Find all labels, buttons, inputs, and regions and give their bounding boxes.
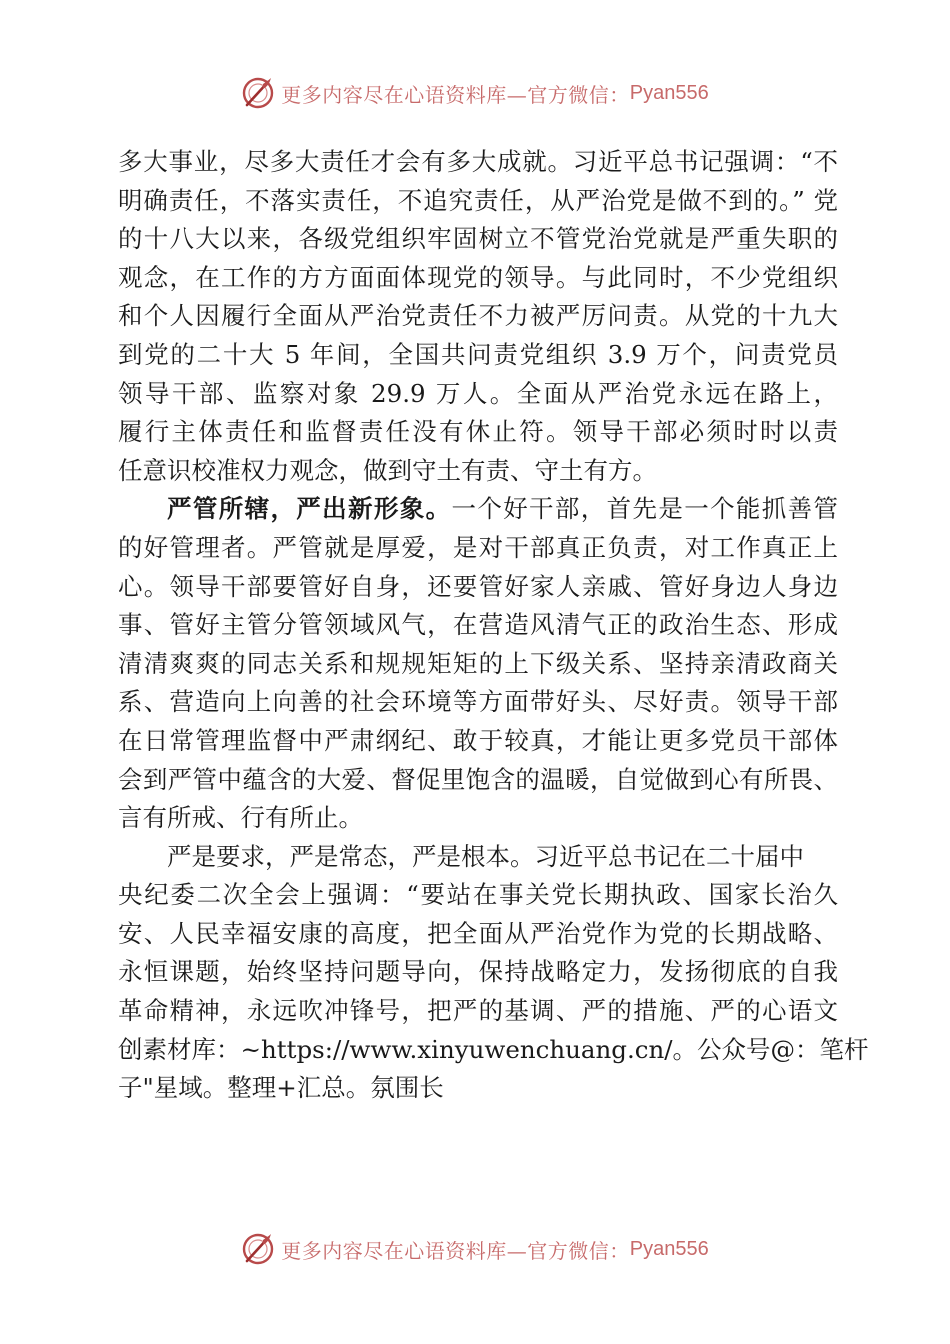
document-body — [118, 143, 869, 1108]
text-line: 革命精神，永远吹冲锋号，把严的基调、严的措施、严的心语文 — [118, 996, 838, 1026]
text-line: 子"星域。整理+汇总。氛围长 — [118, 1073, 444, 1103]
banner-text: 更多内容尽在心语资料库—官方微信： — [281, 1238, 630, 1263]
text-line: 清清爽爽的同志关系和规规矩矩的上下级关系、坚持亲清政商关 — [118, 648, 838, 678]
text-line: 明确责任，不落实责任，不追究责任，从严治党是做不到的。” 党 — [118, 185, 838, 215]
banner-wechat-id: Pyan556 — [629, 81, 709, 104]
text-line: 到党的二十大 5 年间，全国共问责党组织 3.9 万个，问责党员 — [118, 339, 838, 369]
paragraph-first-line — [118, 490, 838, 529]
text-line: 的十八大以来，各级党组织牢固树立不管党治党就是严重失职的 — [118, 224, 838, 254]
paragraph-first-line: 严是要求，严是常态，严是根本。习近平总书记在二十届中 — [167, 841, 804, 871]
text-line: 多大事业，尽多大责任才会有多大成就。习近平总书记强调：“不 — [118, 147, 838, 176]
header-banner — [0, 70, 950, 116]
quill-seal-icon — [241, 1232, 275, 1266]
text-line: 央纪委二次全会上强调：“要站在事关党长期执政、国家长治久 — [118, 880, 838, 910]
text-line: 任意识校准权力观念，做到守土有责、守土有方。 — [118, 455, 657, 485]
text-line: 领导干部、监察对象 29.9 万人。全面从严治党永远在路上， — [118, 378, 838, 408]
text-line: 心。领导干部要管好自身，还要管好家人亲戚、管好身边人身边 — [118, 571, 838, 601]
text-line: 系、营造向上向善的社会环境等方面带好头、尽好责。领导干部 — [118, 687, 838, 717]
quill-seal-icon — [241, 76, 275, 110]
text-line: 和个人因履行全面从严治党责任不力被严厉问责。从党的十九大 — [118, 301, 838, 331]
text-line: 会到严管中蕴含的大爱、督促里饱含的温暖，自觉做到心有所畏、 — [118, 764, 838, 794]
text-line: 事、管好主管分管领域风气，在营造风清气正的政治生态、形成 — [118, 610, 838, 640]
text-line: 在日常管理监督中严肃纲纪、敢于较真，才能让更多党员干部体 — [118, 725, 838, 755]
text-line: 创素材库：~https://www.xinyuwenchuang.cn/。公众号@：笔杆 — [118, 1034, 869, 1064]
footer-banner — [0, 1226, 950, 1272]
text-line: 观念，在工作的方方面面体现党的领导。与此同时，不少党组织 — [118, 262, 838, 292]
text-line: 安、人民幸福安康的高度，把全面从严治党作为党的长期战略、 — [118, 918, 838, 948]
banner-text: 更多内容尽在心语资料库—官方微信： — [281, 82, 630, 107]
text-line: 言有所戒、行有所止。 — [118, 803, 363, 833]
text-line: 履行主体责任和监督责任没有休止符。领导干部必须时时以责 — [118, 417, 838, 447]
banner-wechat-id: Pyan556 — [629, 1237, 709, 1260]
section-heading: 严管所辖，严出新形象。 — [167, 494, 452, 524]
text-line: 永恒课题，始终坚持问题导向，保持战略定力，发扬彻底的自我 — [118, 957, 838, 987]
text-span: 一个好干部，首先是一个能抓善管 — [451, 494, 839, 524]
text-line: 的好管理者。严管就是厚爱，是对干部真正负责，对工作真正上 — [118, 532, 838, 562]
